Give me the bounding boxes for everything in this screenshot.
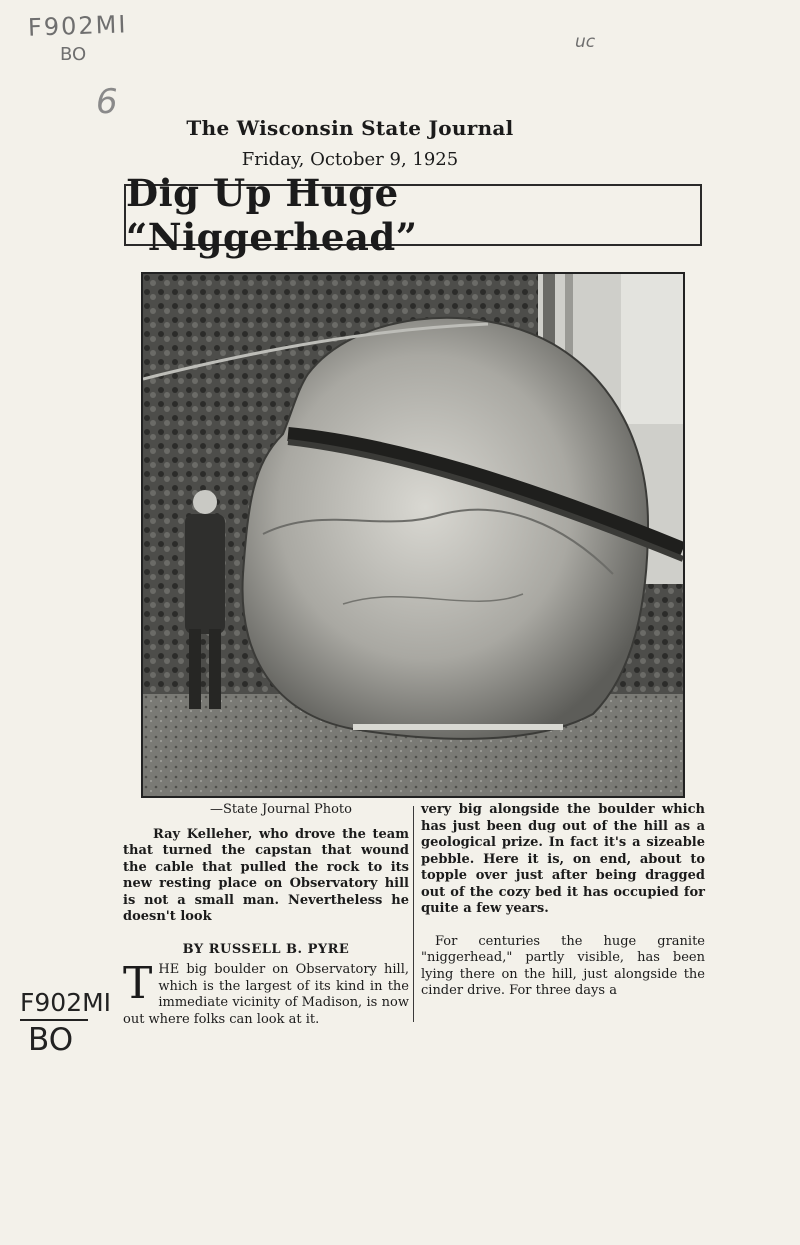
handwritten-note: uc [575,32,596,52]
column-divider [413,806,414,1022]
story-paragraph-right: For centuries the huge granite "niggerhead," partly visible, has been lying there on the hill, just alongside the cinder drive. For three days a [421,933,705,998]
text-column-left [123,802,409,1028]
handwritten-archive-code: F902MI [27,10,128,42]
handwritten-archive-subcode-bottom: BO [28,1022,74,1058]
story-text-left: HE big boulder on Observatory hill, which is the largest of its kind in the immediate vicinity of Madison, is now out where folks can look at it. [123,962,409,1027]
handwritten-archive-code-bottom: F902MI [20,988,112,1017]
handwritten-underline [20,1019,88,1021]
photo-credit: —State Journal Photo [210,802,352,817]
handwritten-archive-subcode: BO [60,44,87,65]
drop-cap: T [123,958,153,1009]
boulder-photo [141,272,685,798]
headline: Dig Up Huge “Niggerhead” [126,171,418,259]
story-paragraph-left [123,958,409,1028]
handwritten-page-number: 6 [96,82,118,122]
byline: BY RUSSELL B. PYRE [182,941,350,957]
headline-box [124,171,702,259]
boulder-photo-illustration [143,274,683,796]
publication-date: Friday, October 9, 1925 [241,149,459,170]
photo-caption-left: Ray Kelleher, who drove the team that turned the capstan that wound the cable that pulled the rock to its new resting place on Observatory hill is not a small man. Nevertheless he doesn't look [123,826,409,924]
photo-caption-right: very big alongside the boulder which has just been dug out of the hill as a geological prize. In fact it's a sizeable pebble. Here it is, on end, about to topple over just after being dragged out of the cozy bed it has occupied for quite a few years. [421,802,705,916]
text-column-right [421,802,705,1000]
publication-name: The Wisconsin State Journal [186,116,514,140]
